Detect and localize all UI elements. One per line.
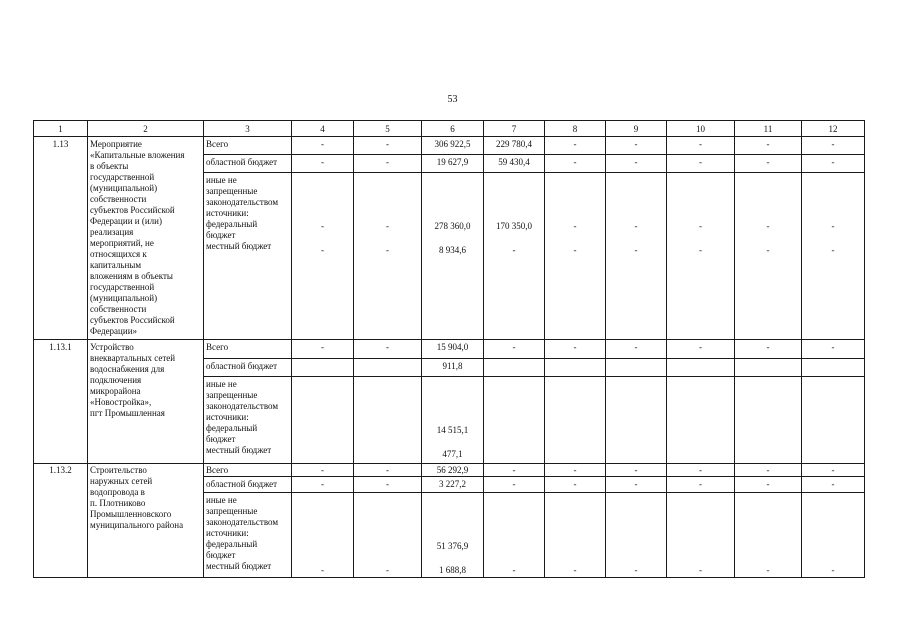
total-value-col-8: - <box>545 340 606 359</box>
regional-value-col-10 <box>667 359 735 377</box>
total-value-col-6: 306 922,5 <box>422 137 484 155</box>
federal-budget-value <box>669 541 732 553</box>
regional-value-col-12 <box>802 359 865 377</box>
header-col-10: 10 <box>667 121 735 137</box>
local-budget-value: - <box>512 564 516 575</box>
regional-value-col-10: - <box>667 155 735 173</box>
local-budget-value: - <box>573 564 577 575</box>
local-budget-value <box>294 449 351 461</box>
total-value-col-9: - <box>606 137 667 155</box>
local-budget-value <box>804 449 862 461</box>
other-sources-cell-col-9 <box>606 493 667 578</box>
local-budget-value: - <box>386 564 389 575</box>
regional-value-col-5: - <box>354 477 422 493</box>
federal-budget-value: - <box>386 221 389 232</box>
federal-budget-value <box>294 425 351 437</box>
section-name: Устройство внеквартальных сетей водоснабжения для подключения микрорайона «Новостройка», пгт Промышленная <box>88 340 204 464</box>
total-value-col-4: - <box>292 464 354 477</box>
local-budget-value: 8 934,6 <box>439 244 466 255</box>
total-value-col-5: - <box>354 464 422 477</box>
local-budget-value: 477,1 <box>442 448 463 459</box>
federal-budget-value: 14 515,1 <box>436 425 469 436</box>
regional-value-col-5 <box>354 359 422 377</box>
local-budget-value: - <box>831 564 835 575</box>
total-value-col-10: - <box>667 340 735 359</box>
other-sources-cell-col-5 <box>354 493 422 578</box>
regional-value-col-7: - <box>484 477 545 493</box>
section-total-row <box>34 464 865 477</box>
regional-value-col-9 <box>606 359 667 377</box>
other-sources-cell-col-10 <box>667 493 735 578</box>
other-sources-cell-col-6 <box>422 377 484 464</box>
row-label-regional: областной бюджет <box>204 359 292 377</box>
regional-value-col-8: - <box>545 477 606 493</box>
header-col-8: 8 <box>545 121 606 137</box>
local-budget-value: - <box>321 244 324 255</box>
regional-value-col-9: - <box>606 155 667 173</box>
total-value-col-8: - <box>545 464 606 477</box>
total-value-col-7: - <box>484 464 545 477</box>
federal-budget-value <box>547 541 603 553</box>
total-value-col-6: 15 904,0 <box>422 340 484 359</box>
local-budget-value: - <box>699 564 702 575</box>
local-budget-value: - <box>766 564 770 575</box>
other-sources-cell-col-10 <box>667 377 735 464</box>
header-col-11: 11 <box>735 121 802 137</box>
federal-budget-value <box>608 425 664 437</box>
other-sources-cell-col-7 <box>484 173 545 340</box>
other-sources-cell-col-11 <box>735 493 802 578</box>
federal-budget-value <box>294 541 351 553</box>
other-sources-cell-col-4 <box>292 173 354 340</box>
federal-budget-value <box>486 541 542 553</box>
header-col-2: 2 <box>88 121 204 137</box>
total-value-col-4: - <box>292 340 354 359</box>
total-value-col-11: - <box>735 464 802 477</box>
other-sources-cell-col-12 <box>802 493 865 578</box>
other-sources-cell-col-4 <box>292 493 354 578</box>
other-sources-cell-col-7 <box>484 493 545 578</box>
header-col-12: 12 <box>802 121 865 137</box>
header-col-6: 6 <box>422 121 484 137</box>
total-value-col-12: - <box>802 137 865 155</box>
funding-table <box>33 120 865 578</box>
section-code: 1.13.1 <box>34 340 88 464</box>
other-sources-cell-col-11 <box>735 377 802 464</box>
federal-budget-value: 278 360,0 <box>434 221 471 232</box>
local-budget-value: - <box>699 244 702 255</box>
total-value-col-12: - <box>802 464 865 477</box>
other-sources-cell-col-12 <box>802 173 865 340</box>
federal-budget-value <box>486 425 542 437</box>
regional-value-col-12: - <box>802 477 865 493</box>
page-number: 53 <box>447 94 458 105</box>
total-value-col-10: - <box>667 464 735 477</box>
federal-budget-value <box>804 541 862 553</box>
regional-value-col-6: 3 227,2 <box>422 477 484 493</box>
regional-value-col-4: - <box>292 477 354 493</box>
regional-value-col-4: - <box>292 155 354 173</box>
other-sources-cell-col-5 <box>354 377 422 464</box>
federal-budget-value: - <box>573 221 577 232</box>
total-value-col-7: 229 780,4 <box>484 137 545 155</box>
regional-value-col-5: - <box>354 155 422 173</box>
total-value-col-5: - <box>354 340 422 359</box>
regional-value-col-7: 59 430,4 <box>484 155 545 173</box>
total-value-col-9: - <box>606 340 667 359</box>
row-label-other-sources: иные не запрещенные законодательством источники: федеральный бюджет местный бюджет <box>204 493 292 578</box>
row-label-other-sources: иные не запрещенные законодательством источники: федеральный бюджет местный бюджет <box>204 173 292 340</box>
federal-budget-value: - <box>831 221 835 232</box>
federal-budget-value <box>669 425 732 437</box>
regional-value-col-6: 19 627,9 <box>422 155 484 173</box>
total-value-col-8: - <box>545 137 606 155</box>
regional-value-col-11 <box>735 359 802 377</box>
local-budget-value <box>486 449 542 461</box>
regional-value-col-9: - <box>606 477 667 493</box>
federal-budget-value <box>356 541 419 553</box>
other-sources-cell-col-11 <box>735 173 802 340</box>
section-code: 1.13 <box>34 137 88 340</box>
federal-budget-value <box>356 425 419 437</box>
row-label-total: Всего <box>204 137 292 155</box>
other-sources-cell-col-6 <box>422 173 484 340</box>
other-sources-cell-col-7 <box>484 377 545 464</box>
federal-budget-value: - <box>699 221 702 232</box>
regional-value-col-6: 911,8 <box>422 359 484 377</box>
local-budget-value: 1 688,8 <box>439 564 466 575</box>
local-budget-value: - <box>766 244 770 255</box>
local-budget-value <box>356 449 419 461</box>
header-col-1: 1 <box>34 121 88 137</box>
row-label-regional: областной бюджет <box>204 477 292 493</box>
other-sources-cell-col-9 <box>606 173 667 340</box>
row-label-total: Всего <box>204 464 292 477</box>
header-col-4: 4 <box>292 121 354 137</box>
header-row <box>34 121 865 137</box>
header-col-9: 9 <box>606 121 667 137</box>
other-sources-cell-col-6 <box>422 493 484 578</box>
other-sources-cell-col-8 <box>545 173 606 340</box>
total-value-col-11: - <box>735 137 802 155</box>
other-sources-cell-col-8 <box>545 377 606 464</box>
section-name: Мероприятие «Капитальные вложения в объекты государственной (муниципальной) собственности субъектов Российской Федерации и (или) реализация мероприятий, не относящихся к капитальным вложениям в объекты государственной (муниципальной) собственности субъектов Российской Федерации» <box>88 137 204 340</box>
other-sources-cell-col-9 <box>606 377 667 464</box>
regional-value-col-11: - <box>735 155 802 173</box>
regional-value-col-4 <box>292 359 354 377</box>
section-name: Строительство наружных сетей водопровода в п. Плотниково Промышленновского муниципального района <box>88 464 204 578</box>
section-code: 1.13.2 <box>34 464 88 578</box>
total-value-col-6: 56 292,9 <box>422 464 484 477</box>
row-label-regional: областной бюджет <box>204 155 292 173</box>
federal-budget-value: - <box>634 221 638 232</box>
header-col-3: 3 <box>204 121 292 137</box>
local-budget-value: - <box>831 244 835 255</box>
federal-budget-value: 51 376,9 <box>436 541 469 552</box>
total-value-col-5: - <box>354 137 422 155</box>
federal-budget-value: - <box>321 221 324 232</box>
header-col-5: 5 <box>354 121 422 137</box>
total-value-col-7: - <box>484 340 545 359</box>
regional-value-col-8 <box>545 359 606 377</box>
federal-budget-value <box>547 425 603 437</box>
row-label-other-sources: иные не запрещенные законодательством источники: федеральный бюджет местный бюджет <box>204 377 292 464</box>
local-budget-value: - <box>634 244 638 255</box>
header-col-7: 7 <box>484 121 545 137</box>
total-value-col-10: - <box>667 137 735 155</box>
local-budget-value <box>669 449 732 461</box>
other-sources-cell-col-4 <box>292 377 354 464</box>
local-budget-value: - <box>321 564 324 575</box>
federal-budget-value <box>608 541 664 553</box>
other-sources-cell-col-8 <box>545 493 606 578</box>
row-label-total: Всего <box>204 340 292 359</box>
total-value-col-12: - <box>802 340 865 359</box>
local-budget-value: - <box>634 564 638 575</box>
section-total-row <box>34 137 865 155</box>
local-budget-value: - <box>512 244 516 255</box>
other-sources-cell-col-12 <box>802 377 865 464</box>
total-value-col-4: - <box>292 137 354 155</box>
regional-value-col-8: - <box>545 155 606 173</box>
federal-budget-value <box>737 425 799 437</box>
other-sources-cell-col-10 <box>667 173 735 340</box>
federal-budget-value <box>804 425 862 437</box>
regional-value-col-11: - <box>735 477 802 493</box>
regional-value-col-7 <box>484 359 545 377</box>
regional-value-col-10: - <box>667 477 735 493</box>
federal-budget-value <box>737 541 799 553</box>
federal-budget-value: 170 350,0 <box>496 221 532 232</box>
local-budget-value <box>608 449 664 461</box>
total-value-col-11: - <box>735 340 802 359</box>
other-sources-cell-col-5 <box>354 173 422 340</box>
federal-budget-value: - <box>766 221 770 232</box>
local-budget-value: - <box>386 244 389 255</box>
local-budget-value <box>737 449 799 461</box>
local-budget-value <box>547 449 603 461</box>
section-total-row <box>34 340 865 359</box>
local-budget-value: - <box>573 244 577 255</box>
table-body <box>34 121 865 578</box>
regional-value-col-12: - <box>802 155 865 173</box>
total-value-col-9: - <box>606 464 667 477</box>
